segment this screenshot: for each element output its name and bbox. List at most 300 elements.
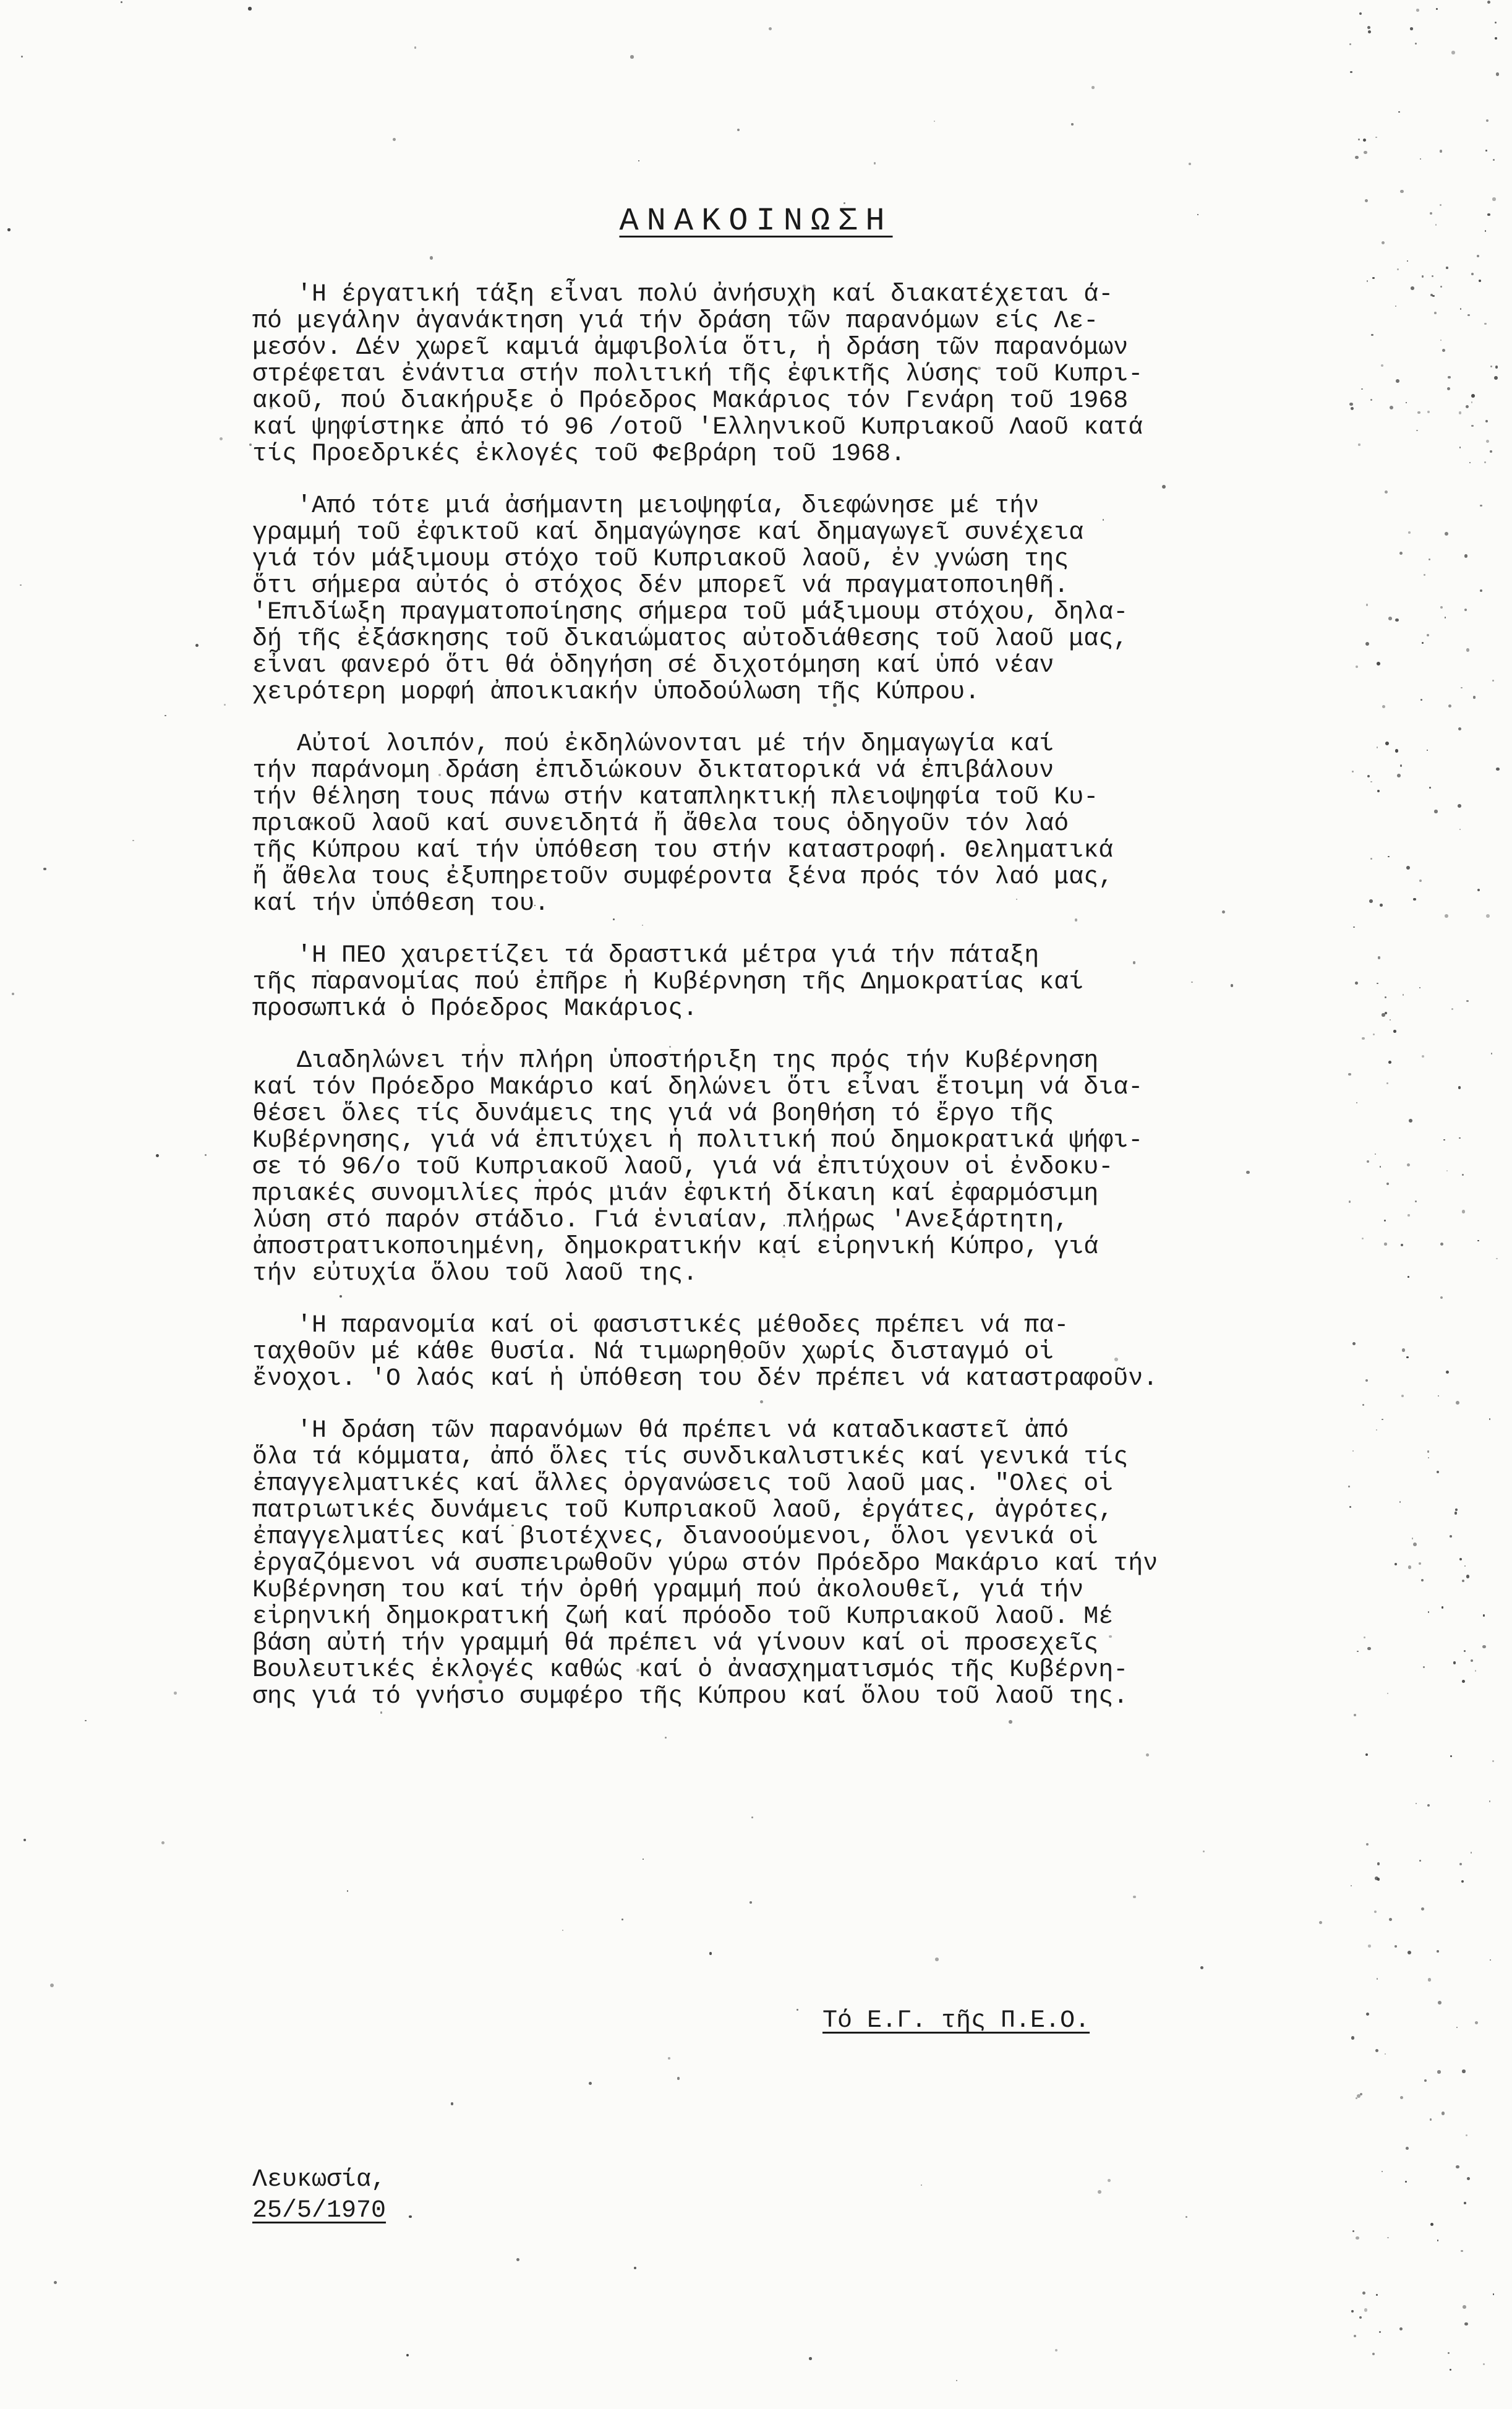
scan-speck (1437, 1950, 1439, 1953)
scan-speck (1445, 914, 1448, 918)
scan-speck (1484, 323, 1487, 325)
scan-speck (1462, 1174, 1464, 1176)
scan-speck (1466, 2134, 1467, 2136)
text-line: Βουλευτικές ἐκλογές καθώς καί ὁ ἀνασχηματισμός τῆς Κυβέρνη- (252, 1656, 1129, 1684)
scan-speck (347, 1890, 349, 1892)
scan-speck (1477, 889, 1480, 892)
scan-speck (1471, 1659, 1473, 1662)
scan-speck (1432, 275, 1433, 277)
scan-speck (1491, 1053, 1493, 1055)
scan-speck (1377, 1978, 1378, 1979)
scan-speck (1462, 1680, 1465, 1683)
scan-speck (1424, 574, 1425, 575)
scan-speck (156, 1154, 160, 1158)
scan-speck (1475, 1670, 1477, 1672)
text-line: εἶναι φανερό ὅτι θά ὁδηγήση σέ διχοτόμηση καί ὑπό νέαν (252, 652, 1054, 680)
scan-speck (1442, 2112, 1445, 2115)
scan-speck (1477, 255, 1479, 257)
scan-speck (1367, 26, 1370, 29)
scan-speck (1424, 2079, 1427, 2082)
text-line: ταχθοῦν μέ κάθε θυσία. Νά τιμωρηθοῦν χωρίς δισταγμό οἱ (252, 1338, 1054, 1366)
scan-speck (1422, 1055, 1424, 1058)
scan-speck (1428, 1457, 1429, 1458)
text-line: 'Η ΠΕΟ χαιρετίζει τά δραστικά μέτρα γιά τήν πάταξη (252, 942, 1040, 970)
scan-speck (1419, 1562, 1421, 1565)
scan-speck (1420, 158, 1421, 160)
paragraph-3 (252, 731, 1396, 917)
scan-speck (1475, 2021, 1478, 2024)
scan-speck (406, 2354, 409, 2356)
scan-speck (1200, 1966, 1203, 1969)
scan-speck (1407, 1951, 1411, 1954)
scan-speck (1456, 2027, 1458, 2028)
scan-speck (934, 121, 935, 122)
scan-speck (1489, 1800, 1490, 1802)
scan-speck (1459, 447, 1461, 448)
scan-speck (1421, 1907, 1424, 1911)
scan-speck (1440, 1243, 1443, 1246)
scan-speck (1382, 241, 1385, 244)
scan-speck (1400, 190, 1404, 194)
text-line: καί ψηφίστηκε ἀπό τό 96 /οτοῦ 'Ελληνικοῦ Κυπριακοῦ Λαοῦ κατά (252, 414, 1143, 442)
scan-speck (1463, 2305, 1466, 2309)
text-line: τήν θέληση τους πάνω στήν καταπληκτική πλειοψηφία τοῦ Κυ- (252, 784, 1099, 811)
scan-speck (1459, 1558, 1462, 1560)
document-body (252, 281, 1396, 1735)
scan-speck (23, 1839, 26, 1841)
scan-speck (1419, 1860, 1421, 1862)
scan-speck (1466, 1000, 1469, 1003)
scan-speck (1450, 1535, 1452, 1538)
scan-speck (1480, 505, 1482, 507)
scan-speck (1428, 1611, 1429, 1612)
text-line: 'Η δράση τῶν παρανόμων θά πρέπει νά καταδικαστεῖ ἀπό (252, 1417, 1069, 1445)
scan-speck (1483, 2363, 1485, 2365)
scan-speck (1400, 764, 1403, 767)
scan-speck (1493, 159, 1495, 161)
scan-speck (1406, 866, 1410, 870)
scan-speck (1442, 1606, 1443, 1608)
scan-speck (393, 138, 396, 141)
text-line: τῆς Κύπρου καί τήν ὑπόθεση του στήν καταστροφή. Θεληματικά (252, 837, 1114, 865)
scan-speck (1372, 277, 1375, 280)
scan-speck (1185, 2216, 1187, 2218)
scan-speck (1421, 1579, 1424, 1581)
scan-speck (1368, 30, 1371, 33)
scan-speck (1496, 72, 1499, 75)
scan-speck (1415, 1200, 1417, 1202)
scan-speck (1467, 2177, 1470, 2180)
scan-speck (1411, 286, 1414, 290)
text-line: Διαδηλώνει τήν πλήρη ὑποστήριξη της πρός τήν Κυβέρνηση (252, 1047, 1099, 1075)
scan-speck (1492, 1760, 1494, 1762)
scan-speck (1203, 1851, 1205, 1852)
document-title: ΑΝΑΚΟΙΝΩΣΗ (619, 203, 893, 239)
text-line: ἐπαγγελματικές καί ἄλλες ὀργανώσεις τοῦ λαοῦ μας. "Ολες οἱ (252, 1470, 1114, 1498)
scan-speck (1480, 589, 1482, 592)
scan-speck (1464, 609, 1467, 611)
scan-speck (1416, 430, 1417, 431)
text-line: μεσόν. Δέν χωρεῖ καμιά ἀμφιβολία ὅτι, ἡ δράση τῶν παρανόμων (252, 334, 1129, 362)
scan-speck (12, 993, 14, 995)
scan-speck (769, 27, 772, 30)
scan-speck (1471, 394, 1475, 398)
scan-speck (1461, 1880, 1464, 1883)
text-line: τήν παράνομη δράση ἐπιδιώκουν δικτατορικά νά ἐπιβάλουν (252, 757, 1054, 785)
scan-speck (1464, 2202, 1466, 2204)
paragraph-1 (252, 281, 1396, 468)
scan-speck (1477, 1240, 1479, 1242)
text-line: σε τό 96/ο τοῦ Κυπριακοῦ λαοῦ, γιά νά ἐπιτύχουν οἱ ἐνδοκυ- (252, 1153, 1114, 1181)
scan-speck (1403, 994, 1404, 995)
scan-speck (1399, 1501, 1401, 1502)
scan-speck (1387, 2237, 1389, 2239)
scan-speck (1133, 1896, 1136, 1899)
scan-speck (1419, 987, 1420, 988)
scan-speck (1434, 312, 1437, 314)
text-line: πό μεγάλην ἀγανάκτηση γιά τήν δράση τῶν παρανόμων είς Λε- (252, 307, 1099, 335)
scan-speck (1357, 2094, 1360, 2098)
scan-speck (1459, 1137, 1460, 1139)
text-line: τήν εὐτυχία ὅλου τοῦ λαοῦ της. (252, 1260, 698, 1288)
scan-speck (1408, 1565, 1411, 1568)
scan-speck (1438, 2001, 1442, 2005)
scan-speck (1427, 750, 1428, 751)
text-line: προσωπικά ὁ Πρόεδρος Μακάριος. (252, 995, 698, 1023)
scan-speck (54, 2281, 57, 2284)
scan-speck (1461, 687, 1462, 688)
scan-speck (1469, 462, 1471, 463)
scan-speck (1189, 163, 1191, 165)
scan-speck (1398, 111, 1399, 113)
paragraph-5 (252, 1048, 1396, 1287)
scan-speck (1430, 2223, 1433, 2226)
scan-speck (1407, 1214, 1409, 1216)
scan-speck (1365, 1753, 1368, 1756)
scan-speck (1466, 1575, 1470, 1578)
text-line: Κυβέρνησης, γιά νά ἐπιτύχει ἡ πολιτική πού δημοκρατικά ψήφι- (252, 1127, 1143, 1155)
scan-speck (1450, 2369, 1451, 2371)
scan-speck (161, 1841, 164, 1844)
scan-speck (195, 644, 199, 647)
text-line: χειρότερη μορφή ἀποικιακήν ὑποδούλωση τῆς Κύπρου. (252, 678, 980, 706)
text-line: σης γιά τό γνήσιο συμφέρο τῆς Κύπρου καί ὅλου τοῦ λαοῦ της. (252, 1683, 1129, 1711)
scan-speck (220, 437, 223, 440)
text-line: βάση αὐτή τήν γραμμή θά πρέπει νά γίνουν καί οἱ προσεχεῖς (252, 1630, 1099, 1658)
scan-speck (1405, 2181, 1407, 2183)
text-line: Αὐτοί λοιπόν, πού ἐκδηλώνονται μέ τήν δημαγωγία καί (252, 730, 1054, 758)
text-line: γιά τόν μάξιμουμ στόχο τοῦ Κυπριακοῦ λαοῦ, ἐν γνώση της (252, 546, 1069, 573)
scan-speck (1440, 150, 1443, 153)
scan-speck (1455, 1508, 1458, 1511)
scan-speck (1473, 696, 1476, 699)
scan-speck (1430, 2118, 1432, 2121)
scan-speck (1471, 425, 1473, 427)
text-line: ἤ ἄθελα τους ἐξυπηρετοῦν συμφέροντα ξένα πρός τόν λαό μας, (252, 863, 1114, 891)
text-line: πριακές συνομιλίες πρός μιάν ἐφικτή δίκαιη καί ἐφαρμόσιμη (252, 1180, 1099, 1208)
scan-speck (1375, 137, 1377, 139)
scan-speck (589, 2082, 592, 2085)
scan-speck (1440, 606, 1443, 609)
scan-speck (1471, 273, 1474, 275)
scan-speck (1482, 1645, 1485, 1648)
scan-speck (935, 1958, 939, 1961)
scan-speck (1420, 699, 1422, 700)
scan-speck (1350, 71, 1352, 74)
scan-speck (1496, 768, 1499, 771)
scan-speck (1427, 634, 1429, 636)
text-line: καί τόν Πρόεδρο Μακάριο καί δηλώνει ὅτι εἶναι ἕτοιμη νά δια- (252, 1074, 1143, 1102)
scan-speck (1427, 411, 1430, 413)
scan-speck (1355, 156, 1359, 160)
scan-speck (1409, 1119, 1412, 1123)
scan-speck (1352, 2230, 1354, 2232)
scan-speck (50, 1983, 54, 1987)
scan-speck (205, 1154, 207, 1156)
scan-speck (414, 46, 416, 48)
scan-speck (1458, 727, 1462, 731)
text-line: 'Από τότε μιά ἀσήμαντη μειοψηφία, διεφώνησε μέ τήν (252, 492, 1040, 520)
scan-speck (20, 584, 21, 586)
scan-speck (1486, 914, 1490, 918)
scan-speck (1464, 1650, 1466, 1652)
scan-speck (562, 1930, 563, 1931)
text-line: εἰρηνική δημοκρατική ζωή καί πρόοδο τοῦ Κυπριακοῦ λαοῦ. Μέ (252, 1603, 1114, 1631)
scan-speck (1366, 1843, 1369, 1846)
scan-speck (1429, 787, 1431, 789)
scan-speck (1413, 1543, 1417, 1546)
scan-speck (85, 1720, 86, 1721)
scan-speck (1453, 1661, 1456, 1664)
scan-speck (21, 56, 23, 58)
scan-speck (1496, 1258, 1498, 1260)
scan-speck (665, 1737, 667, 1739)
scan-speck (956, 2380, 958, 2382)
scan-speck (1440, 286, 1442, 288)
scan-speck (1412, 1538, 1413, 1539)
scan-speck (1422, 275, 1424, 278)
scan-speck (1448, 704, 1451, 708)
scan-speck (430, 256, 434, 260)
scan-speck (1459, 1863, 1462, 1865)
scan-speck (1416, 1803, 1417, 1804)
scan-speck (1356, 2236, 1359, 2240)
scan-speck (1382, 2171, 1383, 2172)
scan-speck (1408, 531, 1411, 534)
scan-speck (1399, 552, 1403, 555)
scan-speck (1354, 2335, 1356, 2337)
scan-speck (1429, 558, 1430, 560)
scan-speck (874, 162, 876, 164)
scan-speck (1447, 387, 1450, 390)
paragraph-2 (252, 493, 1396, 706)
scan-speck (1464, 2322, 1468, 2326)
scan-speck (516, 2258, 520, 2262)
scan-speck (1368, 1945, 1371, 1948)
scan-speck (1493, 2293, 1494, 2295)
scan-speck (1434, 810, 1437, 813)
scan-speck (1483, 1614, 1485, 1617)
scan-speck (1456, 2165, 1459, 2168)
scan-speck (1471, 401, 1472, 403)
scan-speck (164, 715, 166, 716)
scan-speck (1451, 1008, 1453, 1010)
scan-speck (1401, 1395, 1404, 1397)
scan-speck (1437, 1471, 1439, 1473)
scan-speck (1487, 1, 1491, 4)
text-line: 'Επιδίωξη πραγματοποίησης σήμερα τοῦ μάξιμουμ στόχου, δηλα- (252, 599, 1129, 627)
scan-speck (1495, 366, 1498, 369)
scan-speck (1389, 1918, 1392, 1921)
text-line: θέσει ὅλες τίς δυνάμεις της γιά νά βοηθήση τό ἔργο τῆς (252, 1100, 1054, 1128)
scan-speck (1464, 1565, 1466, 1567)
scan-speck (1419, 879, 1422, 882)
scan-speck (1490, 366, 1492, 367)
scan-speck (1385, 2053, 1386, 2055)
scan-speck (43, 868, 46, 870)
scan-speck (1462, 1580, 1464, 1582)
scan-speck (1416, 9, 1419, 11)
scan-speck (1459, 829, 1461, 830)
scan-speck (1448, 2352, 1450, 2354)
scan-speck (1446, 1371, 1449, 1374)
scan-speck (634, 2267, 636, 2269)
scan-speck (1440, 340, 1442, 341)
scan-speck (1413, 898, 1416, 901)
scan-speck (1395, 1945, 1397, 1948)
text-line: ἐπαγγελματίες καί βιοτέχνες, διανοούμενοι, ὅλοι γενικά οἱ (252, 1523, 1099, 1551)
scan-speck (1479, 280, 1481, 282)
scan-speck (1495, 22, 1497, 24)
scan-speck (1428, 1978, 1431, 1981)
scan-speck (1379, 2331, 1381, 2333)
scan-speck (1351, 1885, 1352, 1886)
scan-speck (1400, 2096, 1403, 2099)
scan-speck (1490, 1959, 1491, 1961)
text-line: 'Η έργατική τάξη εἶναι πολύ ἀνήσυχη καί διακατέχεται ά- (252, 281, 1114, 309)
scan-speck (1417, 411, 1420, 414)
scan-speck (1091, 86, 1095, 89)
scan-speck (1459, 411, 1462, 414)
text-line: ἀποστρατικοποιημένη, δημοκρατικήν καί εἰρηνική Κύπρο, γιά (252, 1233, 1099, 1261)
scan-speck (1490, 450, 1492, 453)
paragraph-6 (252, 1312, 1396, 1392)
text-line: ἐργαζόμενοι νά συσπειρωθοῦν γύρω στόν Πρόεδρο Μακάριο καί τήν (252, 1550, 1158, 1578)
scan-speck (1406, 1356, 1408, 1358)
scan-speck (1415, 43, 1417, 45)
scan-speck (1319, 1921, 1322, 1924)
scan-speck (1407, 1276, 1409, 1278)
scan-speck (638, 160, 639, 161)
scan-speck (224, 704, 226, 706)
scan-speck (1407, 1163, 1410, 1166)
scan-speck (677, 2077, 680, 2079)
scan-speck (1445, 532, 1448, 536)
text-line: 'Η παρανομία καί οἱ φασιστικές μέθοδες πρέπει νά πα- (252, 1312, 1069, 1340)
text-line: ἔνοχοι. 'Ο λαός καί ἡ ὑπόθεση του δέν πρέπει νά καταστραφοῦν. (252, 1365, 1158, 1393)
scan-speck (797, 2009, 798, 2011)
text-line: ὅλα τά κόμματα, ἀπό ὅλες τίς συνδικαλιστικές καί γενικά τίς (252, 1444, 1129, 1471)
scan-speck (1359, 2316, 1362, 2319)
scan-speck (1492, 197, 1495, 200)
scan-speck (1489, 1418, 1491, 1420)
scan-speck (1146, 1753, 1149, 1756)
scan-speck (1466, 405, 1469, 408)
scan-speck (1461, 2250, 1463, 2253)
scan-speck (1471, 1852, 1472, 1853)
scan-speck (1427, 1450, 1429, 1452)
scan-speck (1466, 648, 1470, 652)
scan-speck (1486, 119, 1489, 122)
scan-speck (1423, 1666, 1425, 1668)
scan-speck (1454, 1512, 1457, 1514)
scan-speck (1401, 1244, 1403, 1246)
scan-speck (1359, 12, 1362, 15)
text-line: Κυβέρνηση του καί τήν ὀρθή γραμμή πού ἀκολουθεῖ, γιά τήν (252, 1577, 1084, 1604)
paragraph-4 (252, 943, 1396, 1022)
scan-speck (1492, 680, 1493, 681)
scan-speck (1358, 139, 1360, 140)
scan-speck (121, 1, 122, 3)
scan-speck (1397, 268, 1399, 270)
text-line: ακοῦ, πού διακήρυξε ὁ Πρόεδρος Μακάριος τόν Γενάρη τοῦ 1968 (252, 387, 1129, 415)
scan-speck (643, 1859, 644, 1860)
scan-speck (809, 2357, 812, 2360)
scan-speck (1364, 2308, 1367, 2311)
scan-speck (1071, 123, 1073, 125)
scan-speck (1406, 2147, 1409, 2150)
scan-speck (132, 840, 134, 841)
scan-speck (750, 1901, 752, 1904)
scan-speck (409, 2215, 412, 2219)
text-line: τῆς παρανομίας πού ἐπῆρε ἡ Κυβέρνηση τῆς Δημοκρατίας καί (252, 969, 1084, 996)
scan-speck (1351, 2310, 1354, 2313)
text-line: πατριωτικές δυνάμεις τοῦ Κυπριακοῦ λαοῦ, ἐργάτες, ἀγρότες, (252, 1497, 1114, 1525)
scan-speck (1356, 2097, 1357, 2099)
place-date-block (252, 2165, 386, 2227)
scan-speck (1437, 2240, 1438, 2241)
scan-speck (1440, 1296, 1443, 1299)
scan-speck (451, 2102, 454, 2105)
scan-speck (1485, 150, 1487, 151)
scan-speck (1374, 1911, 1377, 1913)
scan-speck (1467, 314, 1469, 316)
scan-speck (249, 443, 252, 446)
scan-speck (1442, 349, 1446, 353)
text-line: ὅτι σήμερα αὐτός ὁ στόχος δέν μπορεῖ νά πραγματοποιηθῆ. (252, 572, 1069, 600)
text-line: στρέφεται ἐνάντια στήν πολιτική τῆς ἐφικτῆς λύσης τοῦ Κυπρι- (252, 361, 1143, 388)
scan-speck (1445, 617, 1446, 618)
text-line: δή τῆς ἐξάσκησης τοῦ δικαιώματος αὐτοδιάθεσης τοῦ λαοῦ μας, (252, 625, 1129, 653)
scan-speck (1448, 376, 1450, 379)
scan-speck (1495, 37, 1497, 40)
scan-speck (1462, 2069, 1466, 2073)
scan-speck (1376, 2294, 1378, 2296)
scan-speck (921, 2184, 922, 2186)
scan-speck (1436, 8, 1438, 10)
scan-speck (1108, 2179, 1111, 2182)
scan-speck (668, 2057, 670, 2060)
scan-speck (737, 129, 740, 131)
text-line: γραμμή τοῦ ἐφικτοῦ καί δημαγώγησε καί δημαγωγεῖ συνέχεια (252, 519, 1084, 547)
scan-speck (1494, 376, 1498, 380)
scan-speck (1366, 2013, 1369, 2016)
scan-speck (1422, 642, 1424, 644)
scan-speck (1456, 1401, 1459, 1405)
scan-speck (1427, 1804, 1430, 1807)
scan-speck (1410, 27, 1412, 30)
scan-speck (1484, 461, 1486, 463)
